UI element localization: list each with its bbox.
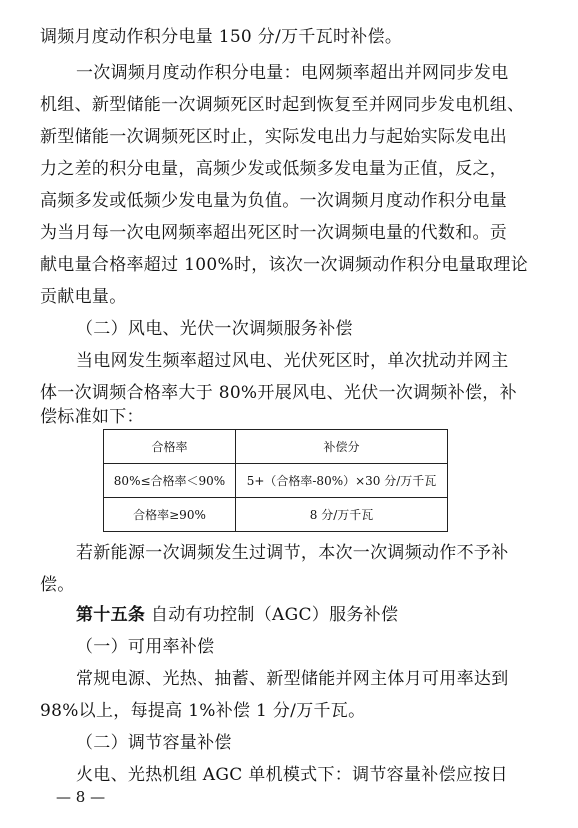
paragraph-line: 力之差的积分电量，高频少发或低频多发电量为正值，反之，: [40, 159, 508, 179]
table-row: [104, 464, 448, 498]
paragraph-line: 若新能源一次调频发生过调节，本次一次调频动作不予补: [76, 543, 509, 563]
table-header-row: [104, 430, 448, 464]
paragraph-line: 偿。: [40, 575, 75, 595]
paragraph-line: 为当月每一次电网频率超出死区时一次调频电量的代数和。贡: [40, 223, 508, 243]
article-number: 第十五条: [76, 605, 146, 625]
paragraph-line: 机组、新型储能一次调频死区时起到恢复至并网同步发电机组、: [40, 95, 525, 115]
paragraph-line: 新型储能一次调频死区时止，实际发电出力与起始实际发电出: [40, 127, 508, 147]
table-cell: 5+（合格率-80%）×30 分/万千瓦: [236, 464, 448, 498]
table-cell: 80%≤合格率＜90%: [104, 464, 236, 498]
paragraph-line: 偿标准如下：: [40, 407, 144, 427]
article-heading: [76, 605, 398, 625]
section-heading: （一）可用率补偿: [76, 637, 215, 657]
paragraph-line: 常规电源、光热、抽蓄、新型储能并网主体月可用率达到: [76, 669, 509, 689]
table-cell: 合格率≥90%: [104, 498, 236, 532]
paragraph-line: 贡献电量。: [40, 287, 127, 307]
table-cell: 8 分/万千瓦: [236, 498, 448, 532]
paragraph-line: 调频月度动作积分电量 150 分/万千瓦时补偿。: [40, 27, 403, 47]
paragraph-line: 献电量合格率超过 100%时，该次一次调频动作积分电量取理论: [40, 255, 529, 275]
paragraph-line: 体一次调频合格率大于 80%开展风电、光伏一次调频补偿，补: [40, 383, 517, 403]
table-header-cell: 合格率: [104, 430, 236, 464]
table-row: [104, 498, 448, 532]
section-heading: （二）风电、光伏一次调频服务补偿: [76, 319, 353, 339]
article-title: 自动有功控制（AGC）服务补偿: [145, 605, 399, 625]
compensation-standard-table: [103, 429, 448, 532]
paragraph-line: 当电网发生频率超过风电、光伏死区时，单次扰动并网主: [76, 351, 509, 371]
paragraph-line: 一次调频月度动作积分电量：电网频率超出并网同步发电: [76, 63, 509, 83]
paragraph-line: 高频多发或低频少发电量为负值。一次调频月度动作积分电量: [40, 191, 508, 211]
page-number: — 8 —: [56, 788, 106, 806]
table-header-cell: 补偿分: [236, 430, 448, 464]
paragraph-line: 火电、光热机组 AGC 单机模式下：调节容量补偿应按日: [76, 765, 508, 785]
section-heading: （二）调节容量补偿: [76, 733, 232, 753]
paragraph-line: 98%以上，每提高 1%补偿 1 分/万千瓦。: [40, 701, 366, 721]
